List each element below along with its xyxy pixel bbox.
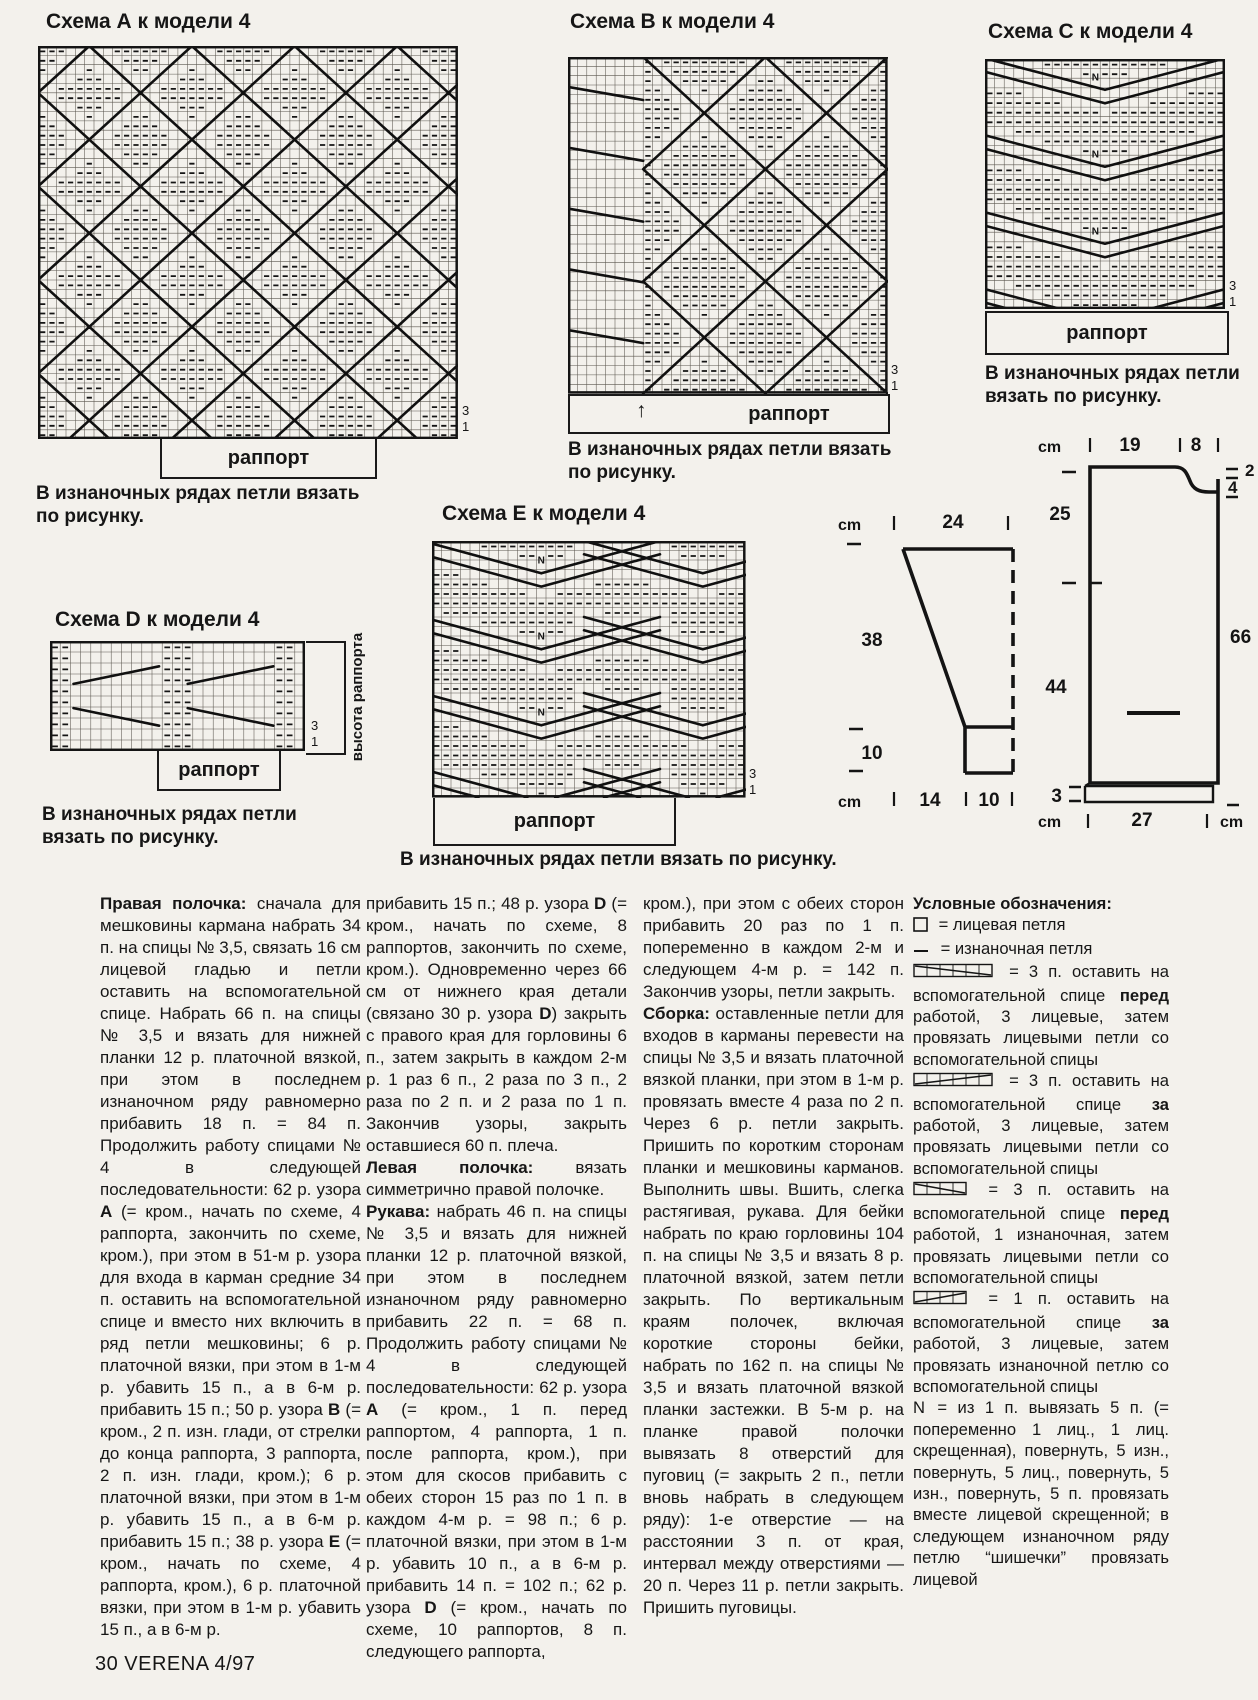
- body-bottom-width: 27: [1131, 810, 1153, 831]
- chart-b: [568, 57, 888, 399]
- chart-d-title: Схема D к модели 4: [55, 608, 260, 631]
- sleeve-height-upper: 38: [861, 630, 883, 651]
- chart-d-height-bracket: [306, 641, 346, 755]
- instruction-paragraph: кром.), при этом с обеих сторон прибавить 20 раз по 1 п. попеременно в каждом 2-м и следующем 4-м р. = 142 п. Закончив узоры, петли закрыть.: [643, 894, 904, 1001]
- legend-item: = лицевая петля: [913, 914, 1169, 937]
- legend-item: = 3 п. оставить на вспомогательной спице за работой, 3 лицевые, затем провязать лицевыми петли со вспомогательной спицы: [913, 1071, 1169, 1178]
- bobble-n-symbol: N: [537, 555, 545, 567]
- legend-item: = 3 п. оставить на вспомогательной спице перед работой, 3 лицевые, затем провязать лицевыми петли со вспомогательной спицы: [913, 962, 1169, 1069]
- legend-column: [913, 893, 1169, 1659]
- body-armhole-depth: 25: [1049, 504, 1071, 525]
- instruction-column-2: [366, 893, 627, 1659]
- instruction-column-3: [643, 893, 904, 1659]
- chart-b-rapport-box: [568, 394, 890, 434]
- chart-e-rapport-bracket: [433, 798, 676, 846]
- bobble-n-symbol: N: [537, 707, 545, 719]
- chart-d-row-numbers: 3 1: [311, 718, 319, 749]
- body-unit-top: cm: [1038, 439, 1062, 456]
- chart-c-rapport-label: раппорт: [1066, 321, 1148, 344]
- sleeve-cuff-height: 10: [861, 743, 883, 764]
- instruction-paragraph: Рукава: набрать 46 п. на спицы № 3,5 и вязать для нижней планки 12 р. платочной вязкой, при этом в последнем изнаночном ряду равномерно прибавить 22 п. = 68 п. Продолжить работу спицами № 4 в следующей последовательности: 62 р. узора А (= кром., 1 п. перед раппортом, 4 раппорта, 1 п. после раппорта, кром.), при этом для скосов прибавить с обеих сторон 15 раз по 1 п. в каждом 4-м р. = 98 п.; 6 р. платочной вязки, при этом в 1-м р. убавить 10 п., а в 6-м р. прибавить 14 п. = 102 п.; 62 р. узора D (= кром., начать по схеме, 10 раппортов, 8 п. следующего раппорта,: [366, 1202, 627, 1659]
- chart-a-title: Схема А к модели 4: [46, 10, 251, 33]
- body-band-height: 3: [1051, 786, 1062, 807]
- cable-4-up-symbol: [913, 1289, 968, 1306]
- chart-a-row-numbers: 3 1: [462, 403, 470, 434]
- body-side-height: 44: [1045, 677, 1067, 698]
- chart-b-start-arrow-icon: ↑: [636, 399, 647, 422]
- bobble-n-symbol: N: [537, 631, 545, 643]
- knitting-chart-B-svg: [568, 57, 888, 394]
- chart-e-row-numbers: 3 1: [749, 766, 757, 797]
- sleeve-cuff-width: 10: [978, 790, 1000, 811]
- cable-6-down-symbol: [913, 962, 994, 979]
- knitting-chart-C-svg: [985, 59, 1225, 309]
- instruction-paragraph: прибавить 15 п.; 48 р. узора D (= кром., начать по схеме, 8 раппортов, закончить по схеме, кром.). Одновременно через 66 см от нижнего края детали (связано 30 р. узора D) закрыть с правого края для горловины 6 п., затем закрыть в каждом 2-м р. 1 раз 6 п., 2 раза по 3 п., 2 раза по 2 п. и 2 раза по 1 п. Закончив узоры, закрыть оставшиеся 60 п. плеча.: [366, 894, 627, 1155]
- body-total-height: 66: [1230, 627, 1252, 648]
- chart-a: [38, 46, 458, 444]
- chart-c-caption: В изнаночных рядах петли вязать по рисунку.: [985, 363, 1240, 407]
- legend-item: = 3 п. оставить на вспомогательной спице перед работой, 1 изнаночная, затем провязать лицевыми петли со вспомогательной спицы: [913, 1180, 1169, 1287]
- chart-b-caption: В изнаночных рядах петли вязать по рисунку.: [568, 439, 892, 483]
- chart-d: [50, 641, 305, 756]
- knitting-chart-E-svg: [432, 541, 746, 798]
- body-neck-width: 8: [1190, 435, 1202, 456]
- chart-a-caption: В изнаночных рядах петли вязать по рисунку.: [36, 483, 360, 527]
- chart-b-rapport-label: раппорт: [748, 402, 830, 425]
- bobble-n-symbol: N: [1091, 226, 1100, 238]
- body-neck-depth: 4: [1228, 478, 1238, 497]
- body-unit-bottom-right: cm: [1220, 814, 1244, 831]
- purl-stitch-symbol: [913, 944, 931, 956]
- chart-d-rapport-label: раппорт: [178, 758, 260, 781]
- body-shoulder-width: 19: [1119, 435, 1141, 456]
- sleeve-schematic: [838, 512, 1013, 811]
- instruction-column-1: [100, 893, 361, 1659]
- body-schematic: [1038, 435, 1254, 831]
- instruction-paragraph: Правая полочка: сначала для мешковины кармана набрать 34 п. на спицы № 3,5, связать 16 см лицевой гладью и петли оставить на вспомогательной спице. Набрать 66 п. на спицы № 3,5 и вязать для нижней планки 12 р. платочной вязкой, при этом в последнем изнаночном ряду равномерно прибавить 18 п. = 84 п. Продолжить работу спицами № 4 в следующей последовательности: 62 р. узора А (= кром., начать по схеме, 4 раппорта, закончить по схеме, кром.), при этом в 51-м р. узора для входа в карман средние 34 п. оставить на вспомогательной спице и вместо них включить в ряд петли мешковины; 6 р. платочной вязки, при этом в 1-м р. убавить 15 п., а в 6-м р. прибавить 15 п.; 50 р. узора В (= кром., 2 п. изн. глади, от стрелки до конца раппорта, 3 раппорта, 2 п. изн. глади, кром.); 6 р. платочной вязки, при этом в 1-м р. убавить 15 п., а в 6-м р. прибавить 15 п.; 38 р. узора Е (= кром., начать по схеме, 4 раппорта, кром.), 6 р. платочной вязки, при этом в 1-м р. убавить 15 п., а в 6-м р.: [100, 894, 361, 1639]
- legend-item: = изнаночная петля: [913, 938, 1169, 961]
- chart-d-height-label: высота раппорта: [349, 632, 366, 762]
- sleeve-lower-width: 14: [919, 790, 941, 811]
- bobble-n-symbol: N: [1091, 72, 1100, 84]
- body-neck-drop: 2: [1245, 461, 1255, 480]
- body-unit-bottom-left: cm: [1038, 814, 1062, 831]
- instruction-paragraph: Левая полочка: вязать симметрично правой полочке.: [366, 1158, 627, 1199]
- page-footer: 30 VERENA 4/97: [95, 1653, 256, 1675]
- sleeve-top-width: 24: [942, 512, 964, 533]
- legend-item: = 1 п. оставить на вспомогательной спице за работой, 3 лицевые, затем провязать изнаночной петлю со вспомогательной спицы: [913, 1289, 1169, 1396]
- chart-d-rapport-bracket: [157, 751, 281, 791]
- knitting-chart-A-svg: [38, 46, 458, 439]
- sleeve-unit-bottom: cm: [838, 794, 862, 811]
- chart-a-rapport-bracket: [160, 439, 377, 479]
- legend-letter-symbol: N: [913, 1398, 925, 1418]
- chart-b-title: Схема В к модели 4: [570, 10, 775, 33]
- chart-b-row-numbers: 3 1: [891, 362, 899, 393]
- bobble-n-symbol: N: [1091, 149, 1100, 161]
- chart-e: [432, 541, 746, 803]
- cable-6-up-symbol: [913, 1071, 994, 1088]
- knitting-chart-D-svg: [50, 641, 305, 751]
- garment-schematics: [790, 430, 1258, 840]
- chart-d-caption: В изнаночных рядах петли вязать по рисунку.: [42, 804, 297, 848]
- cable-4-down-symbol: [913, 1180, 968, 1197]
- chart-c-title: Схема С к модели 4: [988, 20, 1193, 43]
- knit-stitch-symbol: [913, 916, 929, 932]
- legend-item: N = из 1 п. вывязать 5 п. (= попеременно 1 лиц., 1 лиц. скрещенная), повернуть, 5 изн., повернуть, 5 лиц., повернуть, 5 изн., повернуть, 5 п. провязать вместе лицевой скрещенной; в следующем изнаночном ряду петлю “шишечки” провязать лицевой: [913, 1398, 1169, 1589]
- chart-c-row-numbers: 3 1: [1229, 278, 1237, 309]
- chart-e-rapport-label: раппорт: [513, 809, 596, 832]
- chart-a-rapport-label: раппорт: [227, 446, 310, 469]
- chart-c-rapport-box: [985, 311, 1229, 355]
- sleeve-unit-top: cm: [838, 517, 862, 534]
- legend-heading: Условные обозначения:: [913, 894, 1112, 913]
- chart-e-caption: В изнаночных рядах петли вязать по рисунку.: [400, 849, 837, 870]
- instruction-paragraph: Сборка: оставленные петли для входов в карманы перевести на спицы № 3,5 и вязать платочной вязкой планки, при этом в 1-м р. провязать вместе 4 раза по 2 п. Через 6 р. петли закрыть. Пришить по коротким сторонам планки и мешковины карманов. Выполнить швы. Вшить, слегка растягивая, рукава. Для бейки набрать по краю горловины 104 п. на спицы № 3,5 и вязать 8 р. платочной вязкой, затем петли закрыть. По вертикальным краям полочек, включая короткие стороны бейки, набрать по 162 п. на спицы № 3,5 и вязать платочной вязкой планки застежки. В 5-м р. на планке правой полочки вывязать 8 отверстий для пуговиц (= закрыть 2 п., петли вновь набрать в следующем ряду): 1-е отверстие — на расстоянии 3 п. от края, интервал между отверстиями — 20 п. Через 11 р. петли закрыть. Пришить пуговицы.: [643, 1004, 904, 1617]
- chart-c: [985, 59, 1225, 314]
- chart-e-title: Схема Е к модели 4: [442, 502, 646, 525]
